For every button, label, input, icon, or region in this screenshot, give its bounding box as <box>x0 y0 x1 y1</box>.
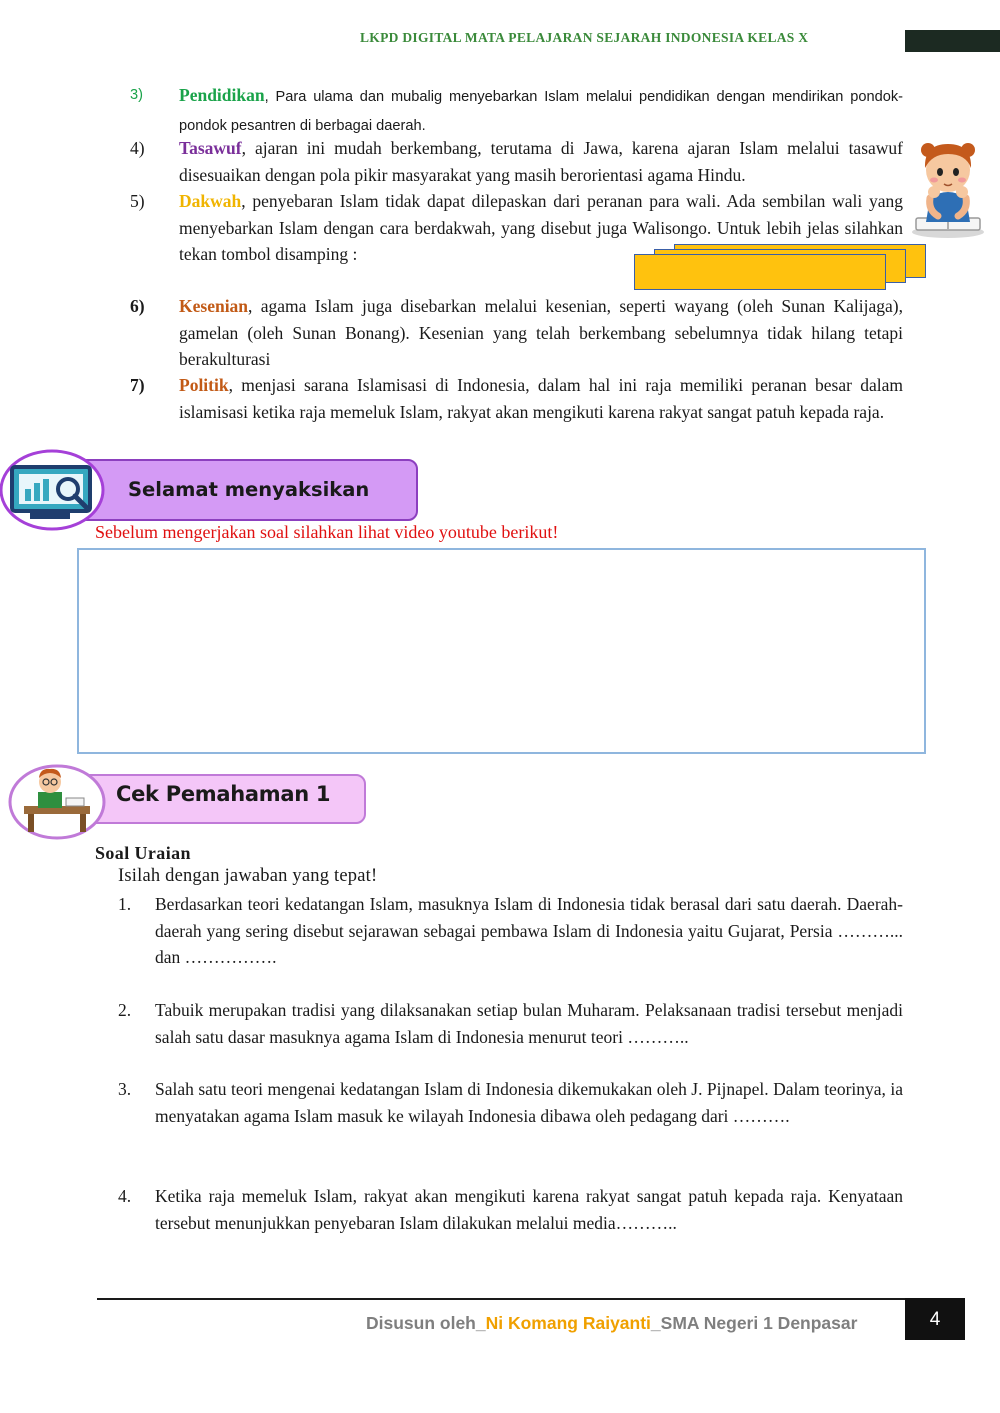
question-text: Berdasarkan teori kedatangan Islam, masuknya Islam di Indonesia tidak berasal dari satu daerah. Daerah-daerah yang sering disebut sejarawan sebagai pembawa Islam di Indonesia yaitu Gujarat, Persia ………... dan ……………. <box>155 894 903 967</box>
walisongo-link-button[interactable] <box>634 242 928 292</box>
footer-suffix: _SMA Negeri 1 Denpasar <box>650 1313 858 1333</box>
item-keyword: Tasawuf <box>179 138 242 158</box>
list-item-politik <box>130 372 903 425</box>
item-text: , ajaran ini mudah berkembang, terutama di Jawa, karena ajaran Islam melalui tasawuf disesuaikan dengan pola pikir masyarakat yang masih berorientasi agama Hindu. <box>179 138 903 185</box>
question-text: Tabuik merupakan tradisi yang dilaksanakan setiap bulan Muharam. Pelaksanaan tradisi tersebut menjadi salah satu dasar masuknya agama Islam di Indonesia menurut teori ……….. <box>155 1000 903 1047</box>
list-item-pendidikan <box>130 82 903 139</box>
video-instruction: Sebelum mengerjakan soal silahkan lihat video youtube berikut! <box>95 522 559 542</box>
student-desk-icon <box>8 764 106 840</box>
footer-prefix: Disusun oleh_ <box>366 1313 486 1333</box>
item-text: , menjasi sarana Islamisasi di Indonesia, dalam hal ini raja memiliki peranan besar dalam islamisasi ketika raja memeluk Islam, rakyat akan mengikuti karena rakyat sangat patuh kepada raja. <box>179 375 903 422</box>
question-item <box>118 891 903 971</box>
header-title: LKPD DIGITAL MATA PELAJARAN SEJARAH INDONESIA KELAS X <box>360 30 809 45</box>
question-item <box>118 1183 903 1236</box>
item-keyword: Kesenian <box>179 296 249 316</box>
quiz-section-title: Cek Pemahaman 1 <box>116 782 331 806</box>
video-embed-frame[interactable] <box>77 548 926 754</box>
quiz-instruction: Isilah dengan jawaban yang tepat! <box>118 866 378 886</box>
item-keyword: Dakwah <box>179 191 242 211</box>
monitor-search-icon <box>0 449 110 531</box>
question-text: Salah satu teori mengenai kedatangan Islam di Indonesia dikemukakan oleh J. Pijnapel. Dalam teorinya, ia menyatakan agama Islam masuk ke wilayah Indonesia dibawa oleh pedagang dari ………. <box>155 1079 903 1126</box>
question-text: Ketika raja memeluk Islam, rakyat akan mengikuti karena rakyat sangat patuh kepada raja. Kenyataan tersebut menunjukkan penyebaran Islam dilakukan melalui media……….. <box>155 1186 903 1233</box>
footer-credit <box>366 1313 857 1334</box>
video-section-title: Selamat menyaksikan <box>128 478 370 501</box>
girl-reading-icon <box>908 136 988 240</box>
question-number: 2. <box>118 1000 132 1020</box>
question-item <box>118 1076 903 1129</box>
item-text: , Para ulama dan mubalig menyebarkan Islam melalui pendidikan dengan mendirikan pondok-pondok pesantren di berbagai daerah. <box>179 89 903 134</box>
footer-author: Ni Komang Raiyanti <box>485 1313 651 1333</box>
header-bar <box>905 30 1000 52</box>
page-number: 4 <box>905 1298 965 1340</box>
item-keyword: Politik <box>179 375 229 395</box>
question-number: 4. <box>118 1186 132 1206</box>
question-item <box>118 997 903 1050</box>
item-number: 5) <box>130 191 145 211</box>
item-text: , penyebaran Islam tidak dapat dilepaskan dari peranan para wali. Ada sembilan wali yang menyebarkan Islam dengan cara berdakwah, yang disebut juga Walisongo. Untuk lebih jelas silahkan tekan tombol disamping : <box>179 191 903 264</box>
item-keyword: Pendidikan <box>179 85 265 105</box>
question-number: 3. <box>118 1079 132 1099</box>
item-number: 6) <box>130 296 145 316</box>
list-item-tasawuf <box>130 135 903 188</box>
item-text: , agama Islam juga disebarkan melalui kesenian, seperti wayang (oleh Sunan Kalijaga), gamelan (oleh Sunan Bonang). Kesenian yang telah berkembang sebelumnya tidak hilang tetapi berakulturasi <box>179 296 903 369</box>
question-number: 1. <box>118 894 132 914</box>
button-layer-front <box>634 254 886 290</box>
item-number: 3) <box>130 87 143 103</box>
footer-divider <box>97 1298 905 1300</box>
item-number: 7) <box>130 375 145 395</box>
quiz-heading: Soal Uraian <box>95 843 191 863</box>
list-item-kesenian <box>130 293 903 373</box>
item-number: 4) <box>130 138 145 158</box>
